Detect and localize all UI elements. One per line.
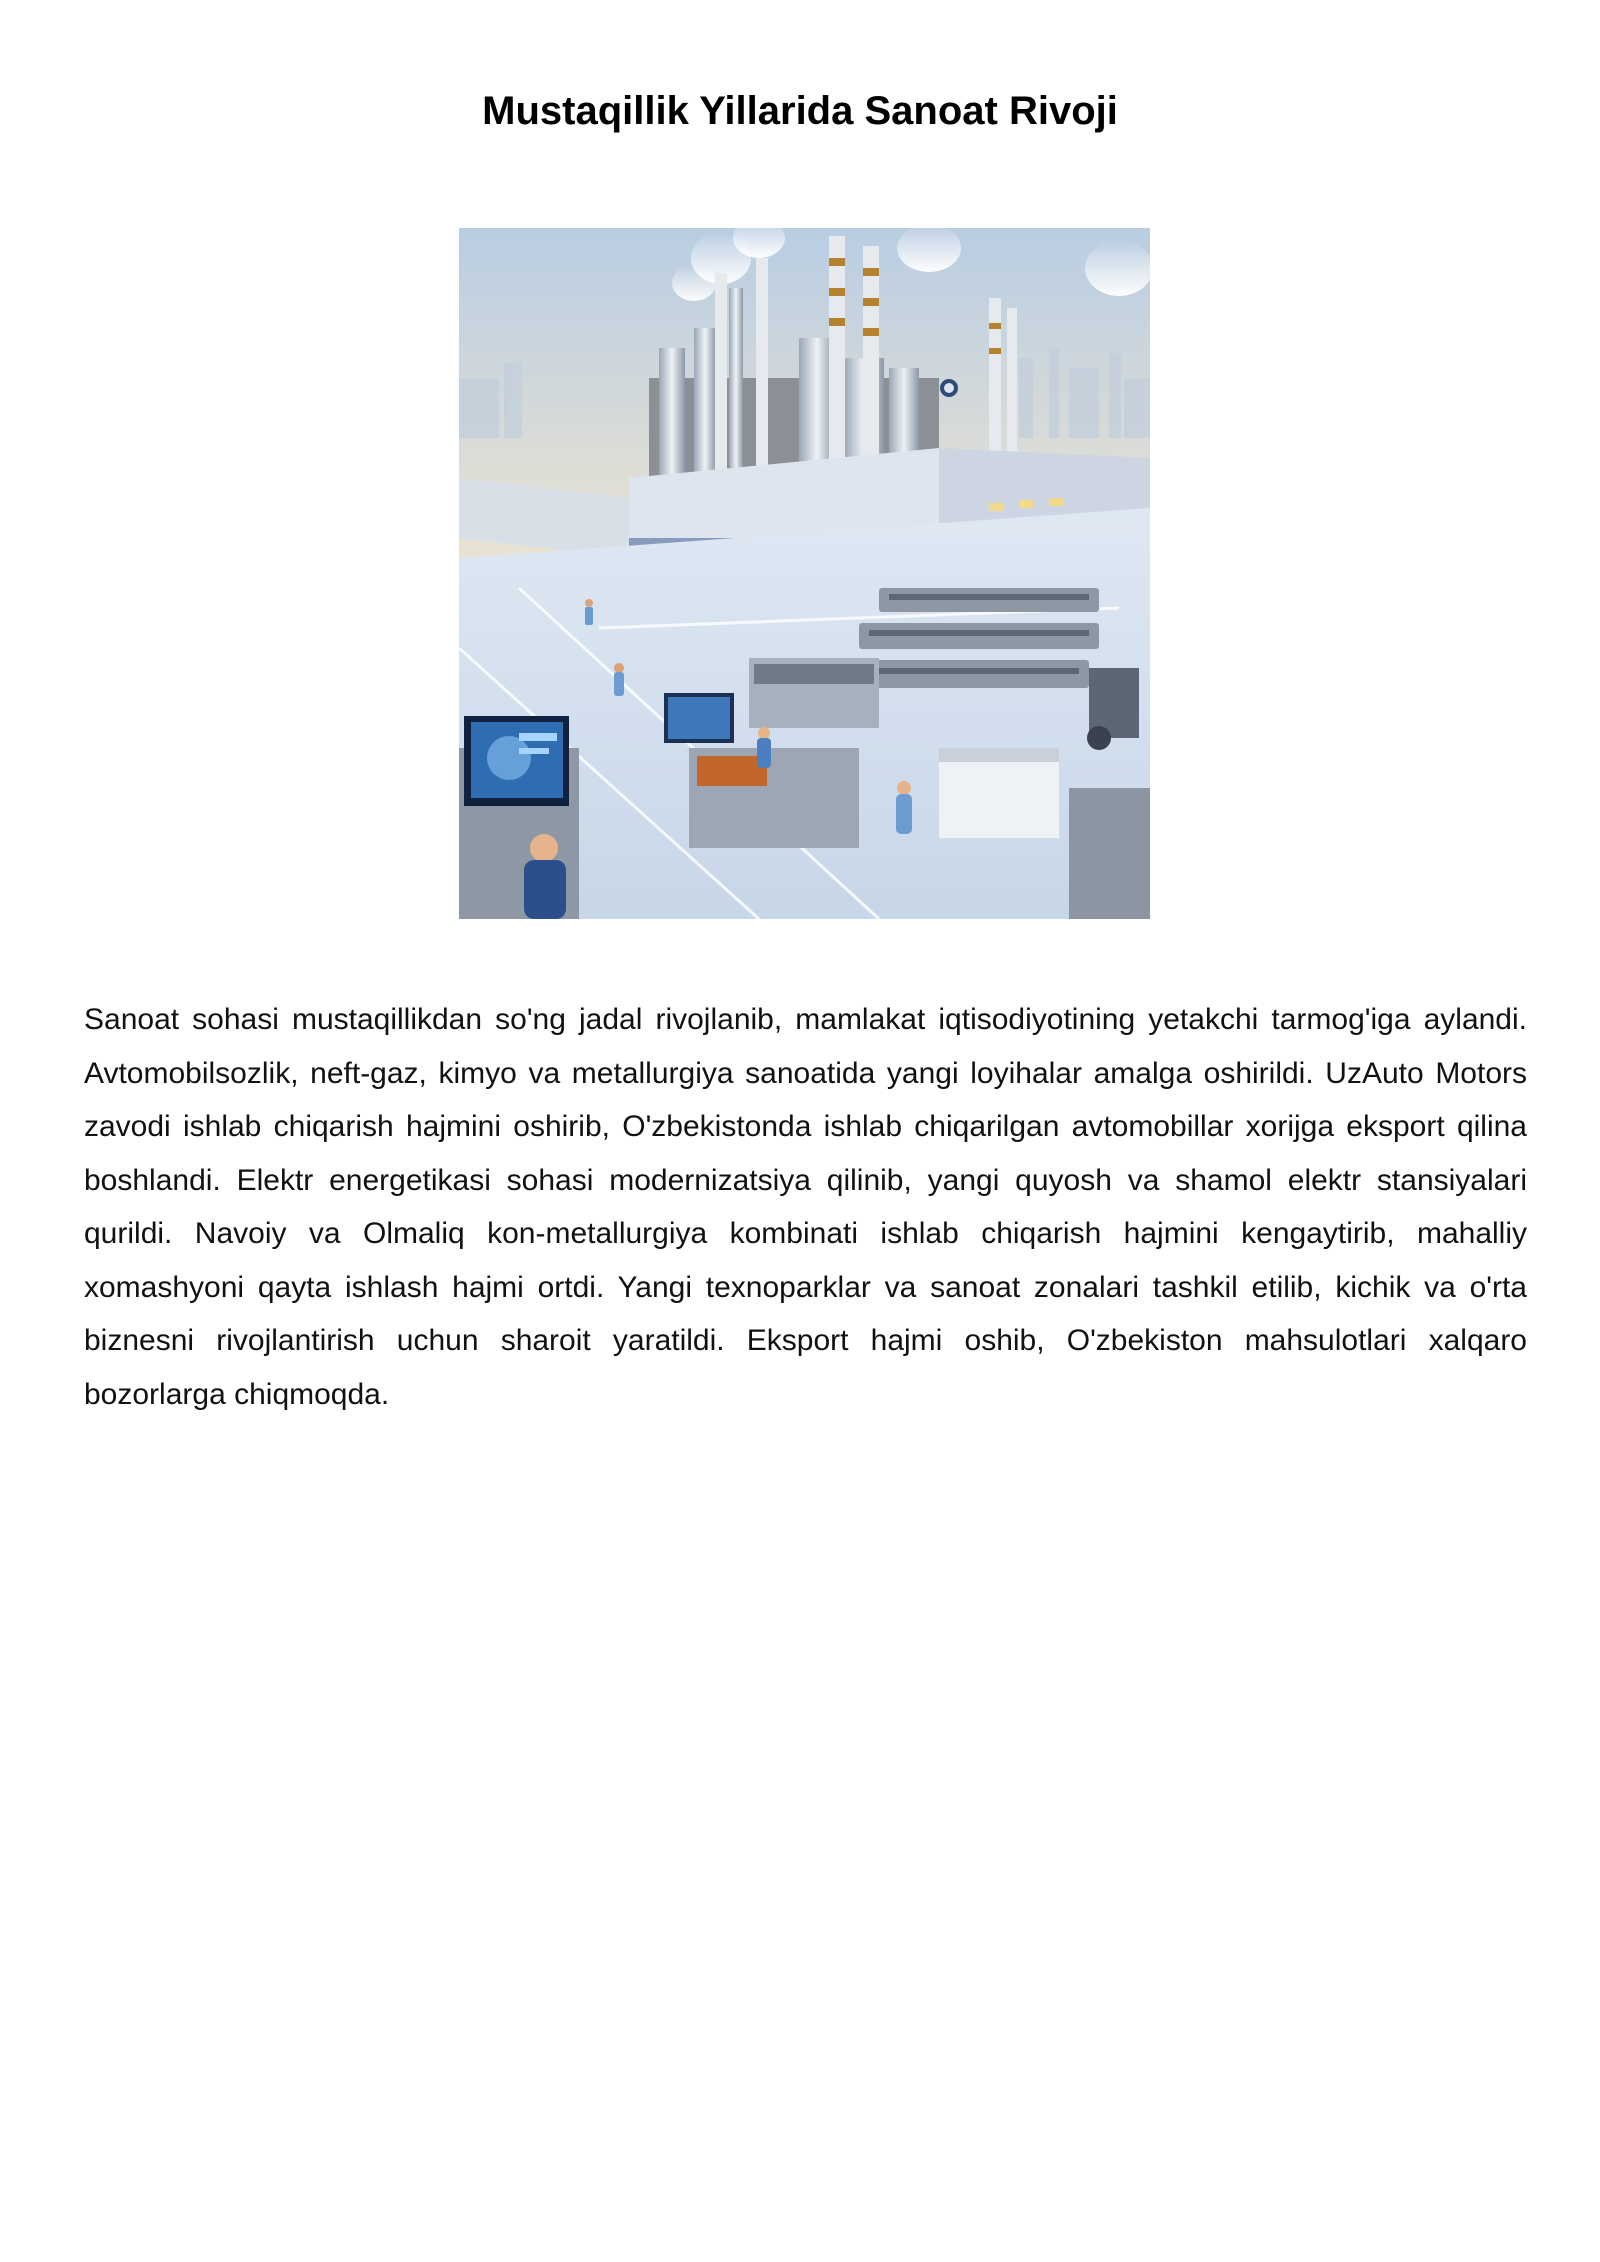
industrial-factory-illustration bbox=[459, 228, 1150, 919]
page-title: Mustaqillik Yillarida Sanoat Rivoji bbox=[482, 89, 1118, 133]
body-paragraph: Sanoat sohasi mustaqillikdan so'ng jadal rivojlanib, mamlakat iqtisodiyotining yetakchi tarmog'iga aylandi. Avtomobilsozlik, neft-gaz, kimyo va metallurgiya sanoatida yangi loyihalar amalga oshirildi. UzAuto Motors zavodi ishlab chiqarish hajmini oshirib, O'zbekistonda ishlab chiqarilgan avtomobillar xorijga eksport qilina boshlandi. Elektr energetikasi sohasi modernizatsiya qilinib, yangi quyosh va shamol elektr stansiyalari qurildi. Navoiy va Olmaliq kon-metallurgiya kombinati ishlab chiqarish hajmini kengaytirib, mahalliy xomashyoni qayta ishlash hajmi ortdi. Yangi texnoparklar va sanoat zonalari tashkil etilib, kichik va o'rta biznesni rivojlantirish uchun sharoit yaratildi. Eksport hajmi oshib, O'zbekiston mahsulotlari xalqaro bozorlarga chiqmoqda. bbox=[84, 1003, 1527, 1411]
